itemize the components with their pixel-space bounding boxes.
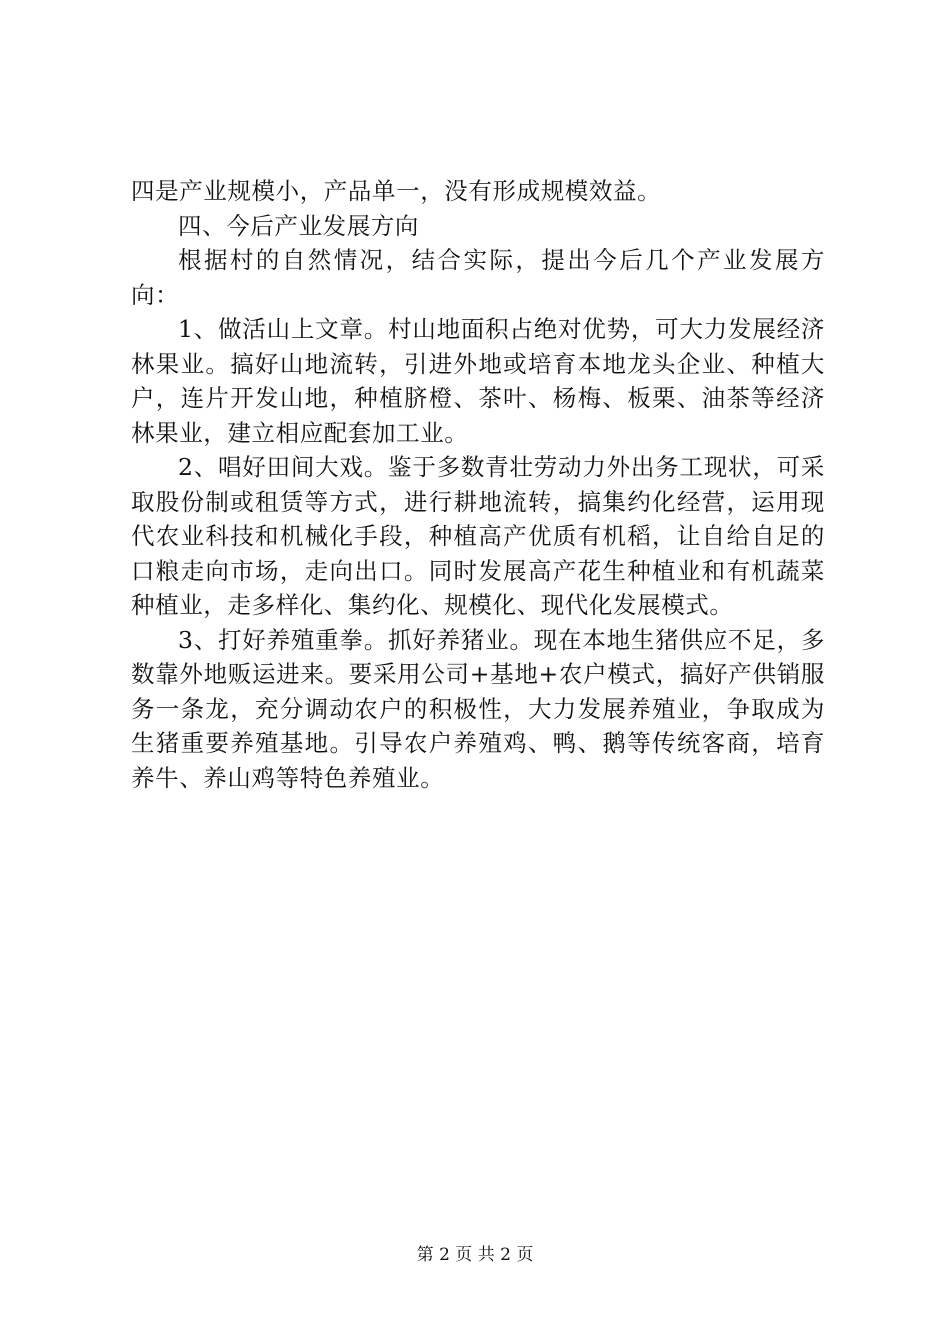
paragraph-continuation: 四是产业规模小，产品单一，没有形成规模效益。	[131, 177, 662, 205]
page-number-label: 第 2 页 共 2 页	[416, 1245, 534, 1265]
paragraph-item-1: 1、做活山上文章。村山地面积占绝对优势，可大力发展经济林果业。搞好山地流转，引进外地或培育本地龙头企业、种植大户，连片开发山地，种植脐橙、茶叶、杨梅、板栗、油茶等经济林果业，建立相应配套加工业。	[131, 315, 825, 447]
page-footer	[0, 1244, 950, 1266]
paragraph-item-3: 3、打好养殖重拳。抓好养猪业。现在本地生猪供应不足，多数靠外地贩运进来。要采用公司+基地+农户模式，搞好产供销服务一条龙，充分调动农户的积极性，大力发展养殖业，争取成为生猪重要养殖基地。引导农户养殖鸡、鸭、鹅等传统客商，培育养牛、养山鸡等特色养殖业。	[131, 625, 825, 792]
section-heading: 四、今后产业发展方向	[178, 211, 419, 240]
paragraph-item-2: 2、唱好田间大戏。鉴于多数青壮劳动力外出务工现状，可采取股份制或租赁等方式，进行耕地流转，搞集约化经营，运用现代农业科技和机械化手段，种植高产优质有机稻，让自给自足的口粮走向市场，走向出口。同时发展高产花生种植业和有机蔬菜种植业，走多样化、集约化、规模化、现代化发展模式。	[131, 453, 825, 619]
paragraph-intro: 根据村的自然情况，结合实际，提出今后几个产业发展方向：	[131, 246, 825, 309]
document-body	[131, 174, 825, 795]
